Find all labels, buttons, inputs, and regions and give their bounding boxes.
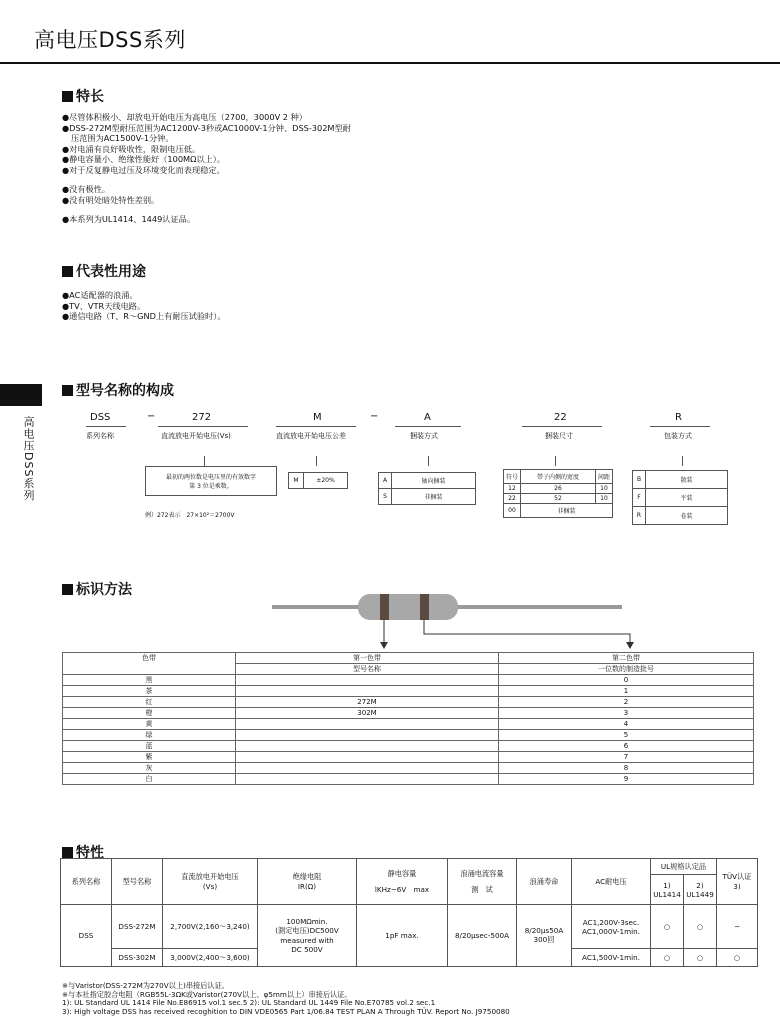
table-cell: 12 xyxy=(504,484,521,494)
table-row: 灰 8 xyxy=(63,763,754,774)
footnote: ※与本社指定胶合电阻（RGB55L-3ΩK或Varistor(270V以上、φ5mm以上）串接后认证。 xyxy=(62,989,352,999)
features-list xyxy=(62,112,351,225)
tolerance-value: ±20% xyxy=(304,473,348,489)
title-rule xyxy=(0,62,780,64)
band2-leader-line xyxy=(424,620,630,644)
table-header: 绝缘电阻 IR(Ω) xyxy=(258,859,357,905)
table-header: 型号名称 xyxy=(112,859,163,905)
code-underline xyxy=(650,426,710,427)
table-cell: 10 xyxy=(596,494,613,504)
table-header: AC耐电压 xyxy=(572,859,651,905)
list-item: 压范围为AC1500V-1分钟。 xyxy=(71,133,174,143)
marking-heading: 标识方法 xyxy=(62,579,132,599)
packaging-code: B xyxy=(633,471,646,489)
characteristics-heading: 特性 xyxy=(62,842,104,862)
sidebar-label: 高电压DSS系列 xyxy=(22,416,35,502)
packaging-value: 散装 xyxy=(646,471,728,489)
table-header: 符号 xyxy=(504,470,521,484)
table-row: 绿 5 xyxy=(63,730,754,741)
heading-square-icon xyxy=(62,266,73,277)
tolerance-table xyxy=(288,472,348,489)
code-packaging: R xyxy=(675,412,682,423)
footnote: 1): UL Standard UL 1414 File No.E86915 vol.1 sec.5 2): UL Standard UL 1449 File No.E70785 vol.2 sec.1 xyxy=(62,998,436,1007)
list-item: ●静电容量小、绝缘性能好（100MΩ以上）。 xyxy=(62,154,225,164)
code-underline xyxy=(522,426,602,427)
code-underline xyxy=(395,426,461,427)
table-header: 静电容量 lKHz~6V max xyxy=(357,859,448,905)
second-color-band xyxy=(420,594,429,620)
packing-value: 轴向捆装 xyxy=(392,473,476,489)
table-row: 黄 4 xyxy=(63,719,754,730)
connector-line xyxy=(316,456,317,466)
packaging-table xyxy=(632,470,728,525)
list-item: ●没有极性。 xyxy=(62,184,111,194)
list-item: ●DSS-272M型耐压范围为AC1200V-3秒或AC1000V-1分钟、DSS-302M型耐 xyxy=(62,122,351,133)
table-cell: 10 xyxy=(596,484,613,494)
table-header: 一位数的制造批号 xyxy=(499,664,754,675)
applications-list xyxy=(62,290,226,322)
table-cell: 非捆装 xyxy=(521,504,613,518)
table-header: UL规格认定品 xyxy=(651,859,717,875)
voltage-note: 第 3 位是乘数。 xyxy=(189,483,233,490)
code-dash: − xyxy=(370,411,379,422)
heading-square-icon xyxy=(62,385,73,396)
label-size: 捆装尺寸 xyxy=(545,432,573,440)
applications-heading: 代表性用途 xyxy=(62,261,146,281)
label-packaging: 包装方式 xyxy=(664,432,692,440)
color-band-table xyxy=(62,652,754,785)
table-header: 2) UL1449 xyxy=(684,875,717,905)
list-item: ●本系列为UL1414、1449认证品。 xyxy=(62,214,196,224)
list-item: ●TV、VTR天线电路。 xyxy=(62,300,146,311)
label-voltage: 直流放电开始电压(Vs) xyxy=(161,432,231,440)
table-row: DSS-302M 3,000V(2,400～3,600) AC1,500V-1min. ○ ○ ○ xyxy=(61,949,758,967)
heading-square-icon xyxy=(62,91,73,102)
code-underline xyxy=(276,426,356,427)
list-item: ●AC适配器的浪涌。 xyxy=(62,290,138,300)
label-series: 系列名称 xyxy=(86,432,114,440)
connector-line xyxy=(555,456,556,466)
table-header: 第二色带 xyxy=(499,653,754,664)
table-cell: 00 xyxy=(504,504,521,518)
packaging-code: F xyxy=(633,489,646,507)
voltage-code-box xyxy=(145,466,277,496)
first-color-band xyxy=(380,594,389,620)
list-item: ●尽管体积极小、却放电开始电压为高电压（2700，3000V 2 种） xyxy=(62,112,307,122)
code-tolerance: M xyxy=(313,412,322,423)
features-heading: 特长 xyxy=(62,86,104,106)
arrow-down-icon xyxy=(626,642,634,649)
table-header: 浪涌寿命 xyxy=(517,859,572,905)
code-packing: A xyxy=(424,412,431,423)
table-row: DSS DSS-272M 2,700V(2,160～3,240) 100MΩmin. (測定电压)DC500V measured with DC 500V 1pF max. 8/20μsec-500A 8/20μs50A 300回 AC1,200V-3sec. AC1,000V-1min. ○ ○ − xyxy=(61,905,758,949)
list-item: ●对于反复静电过压及环境变化而表现稳定。 xyxy=(62,164,225,175)
table-header: 1) UL1414 xyxy=(651,875,684,905)
table-header: 系列名称 xyxy=(61,859,112,905)
table-header: TÜV认证 3) xyxy=(717,859,758,905)
table-cell: 26 xyxy=(521,484,596,494)
voltage-note: 最初的两位数是电压里的有效数字 xyxy=(165,474,256,481)
code-voltage: 272 xyxy=(192,412,212,423)
table-header: 第一色带 xyxy=(236,653,499,664)
table-cell: 22 xyxy=(504,494,521,504)
table-header: 型号名称 xyxy=(236,664,499,675)
packaging-code: R xyxy=(633,507,646,525)
page-title: 高电压DSS系列 xyxy=(34,28,186,52)
code-dash: − xyxy=(147,411,156,422)
packaging-value: 卷装 xyxy=(646,507,728,525)
table-row: 橙 302M 3 xyxy=(63,708,754,719)
list-item: ●通信电路（T、R～GND上有耐压试验时）。 xyxy=(62,311,226,321)
code-underline xyxy=(86,426,126,427)
packing-value: 非捆装 xyxy=(392,489,476,505)
voltage-example: 例）272表示 27×10²＝2700V xyxy=(145,512,235,519)
table-header: 带子内侧的宽度 xyxy=(521,470,596,484)
model-naming-heading: 型号名称的构成 xyxy=(62,380,174,400)
table-header: 浪涌电流容量 测 试 xyxy=(448,859,517,905)
table-header: 直流放电开始电压 (Vs) xyxy=(163,859,258,905)
list-item: ●没有明处暗处特性差别。 xyxy=(62,194,160,205)
packaging-value: 平装 xyxy=(646,489,728,507)
table-row: 茶 1 xyxy=(63,686,754,697)
component-body xyxy=(358,594,458,620)
table-row: 黑 0 xyxy=(63,675,754,686)
footnote: 3): High voltage DSS has received recoghition to DIN VDE0565 Part 1/06.84 TEST PLAN A Through TÜV. Report No. J9750080 xyxy=(62,1006,510,1016)
characteristics-table xyxy=(60,858,758,967)
table-header: 色带 xyxy=(63,653,236,675)
size-table xyxy=(503,469,613,518)
packing-table xyxy=(378,472,476,505)
footnotes xyxy=(62,982,510,1016)
tolerance-code: M xyxy=(289,473,304,489)
component-diagram xyxy=(0,586,780,656)
table-row: 白 9 xyxy=(63,774,754,785)
table-cell: 52 xyxy=(521,494,596,504)
packing-code: S xyxy=(379,489,392,505)
code-underline xyxy=(158,426,248,427)
code-size: 22 xyxy=(554,412,567,423)
table-header: 间距 xyxy=(596,470,613,484)
footnote: ※与Varistor(DSS-272M为270V以上)串接后认证。 xyxy=(62,981,229,990)
label-tolerance: 直流放电开始电压公差 xyxy=(276,432,346,440)
sidebar-tab-marker xyxy=(0,384,42,406)
heading-square-icon xyxy=(62,847,73,858)
connector-line xyxy=(682,456,683,466)
list-item: ●对电涌有良好吸收性，限制电压低。 xyxy=(62,143,201,154)
table-row: 蓝 6 xyxy=(63,741,754,752)
arrow-down-icon xyxy=(380,642,388,649)
packing-code: A xyxy=(379,473,392,489)
table-row: 紫 7 xyxy=(63,752,754,763)
table-row: 红 272M 2 xyxy=(63,697,754,708)
label-packing: 捆装方式 xyxy=(410,432,438,440)
code-series: DSS xyxy=(90,412,111,423)
connector-line xyxy=(428,456,429,466)
connector-line xyxy=(204,456,205,466)
